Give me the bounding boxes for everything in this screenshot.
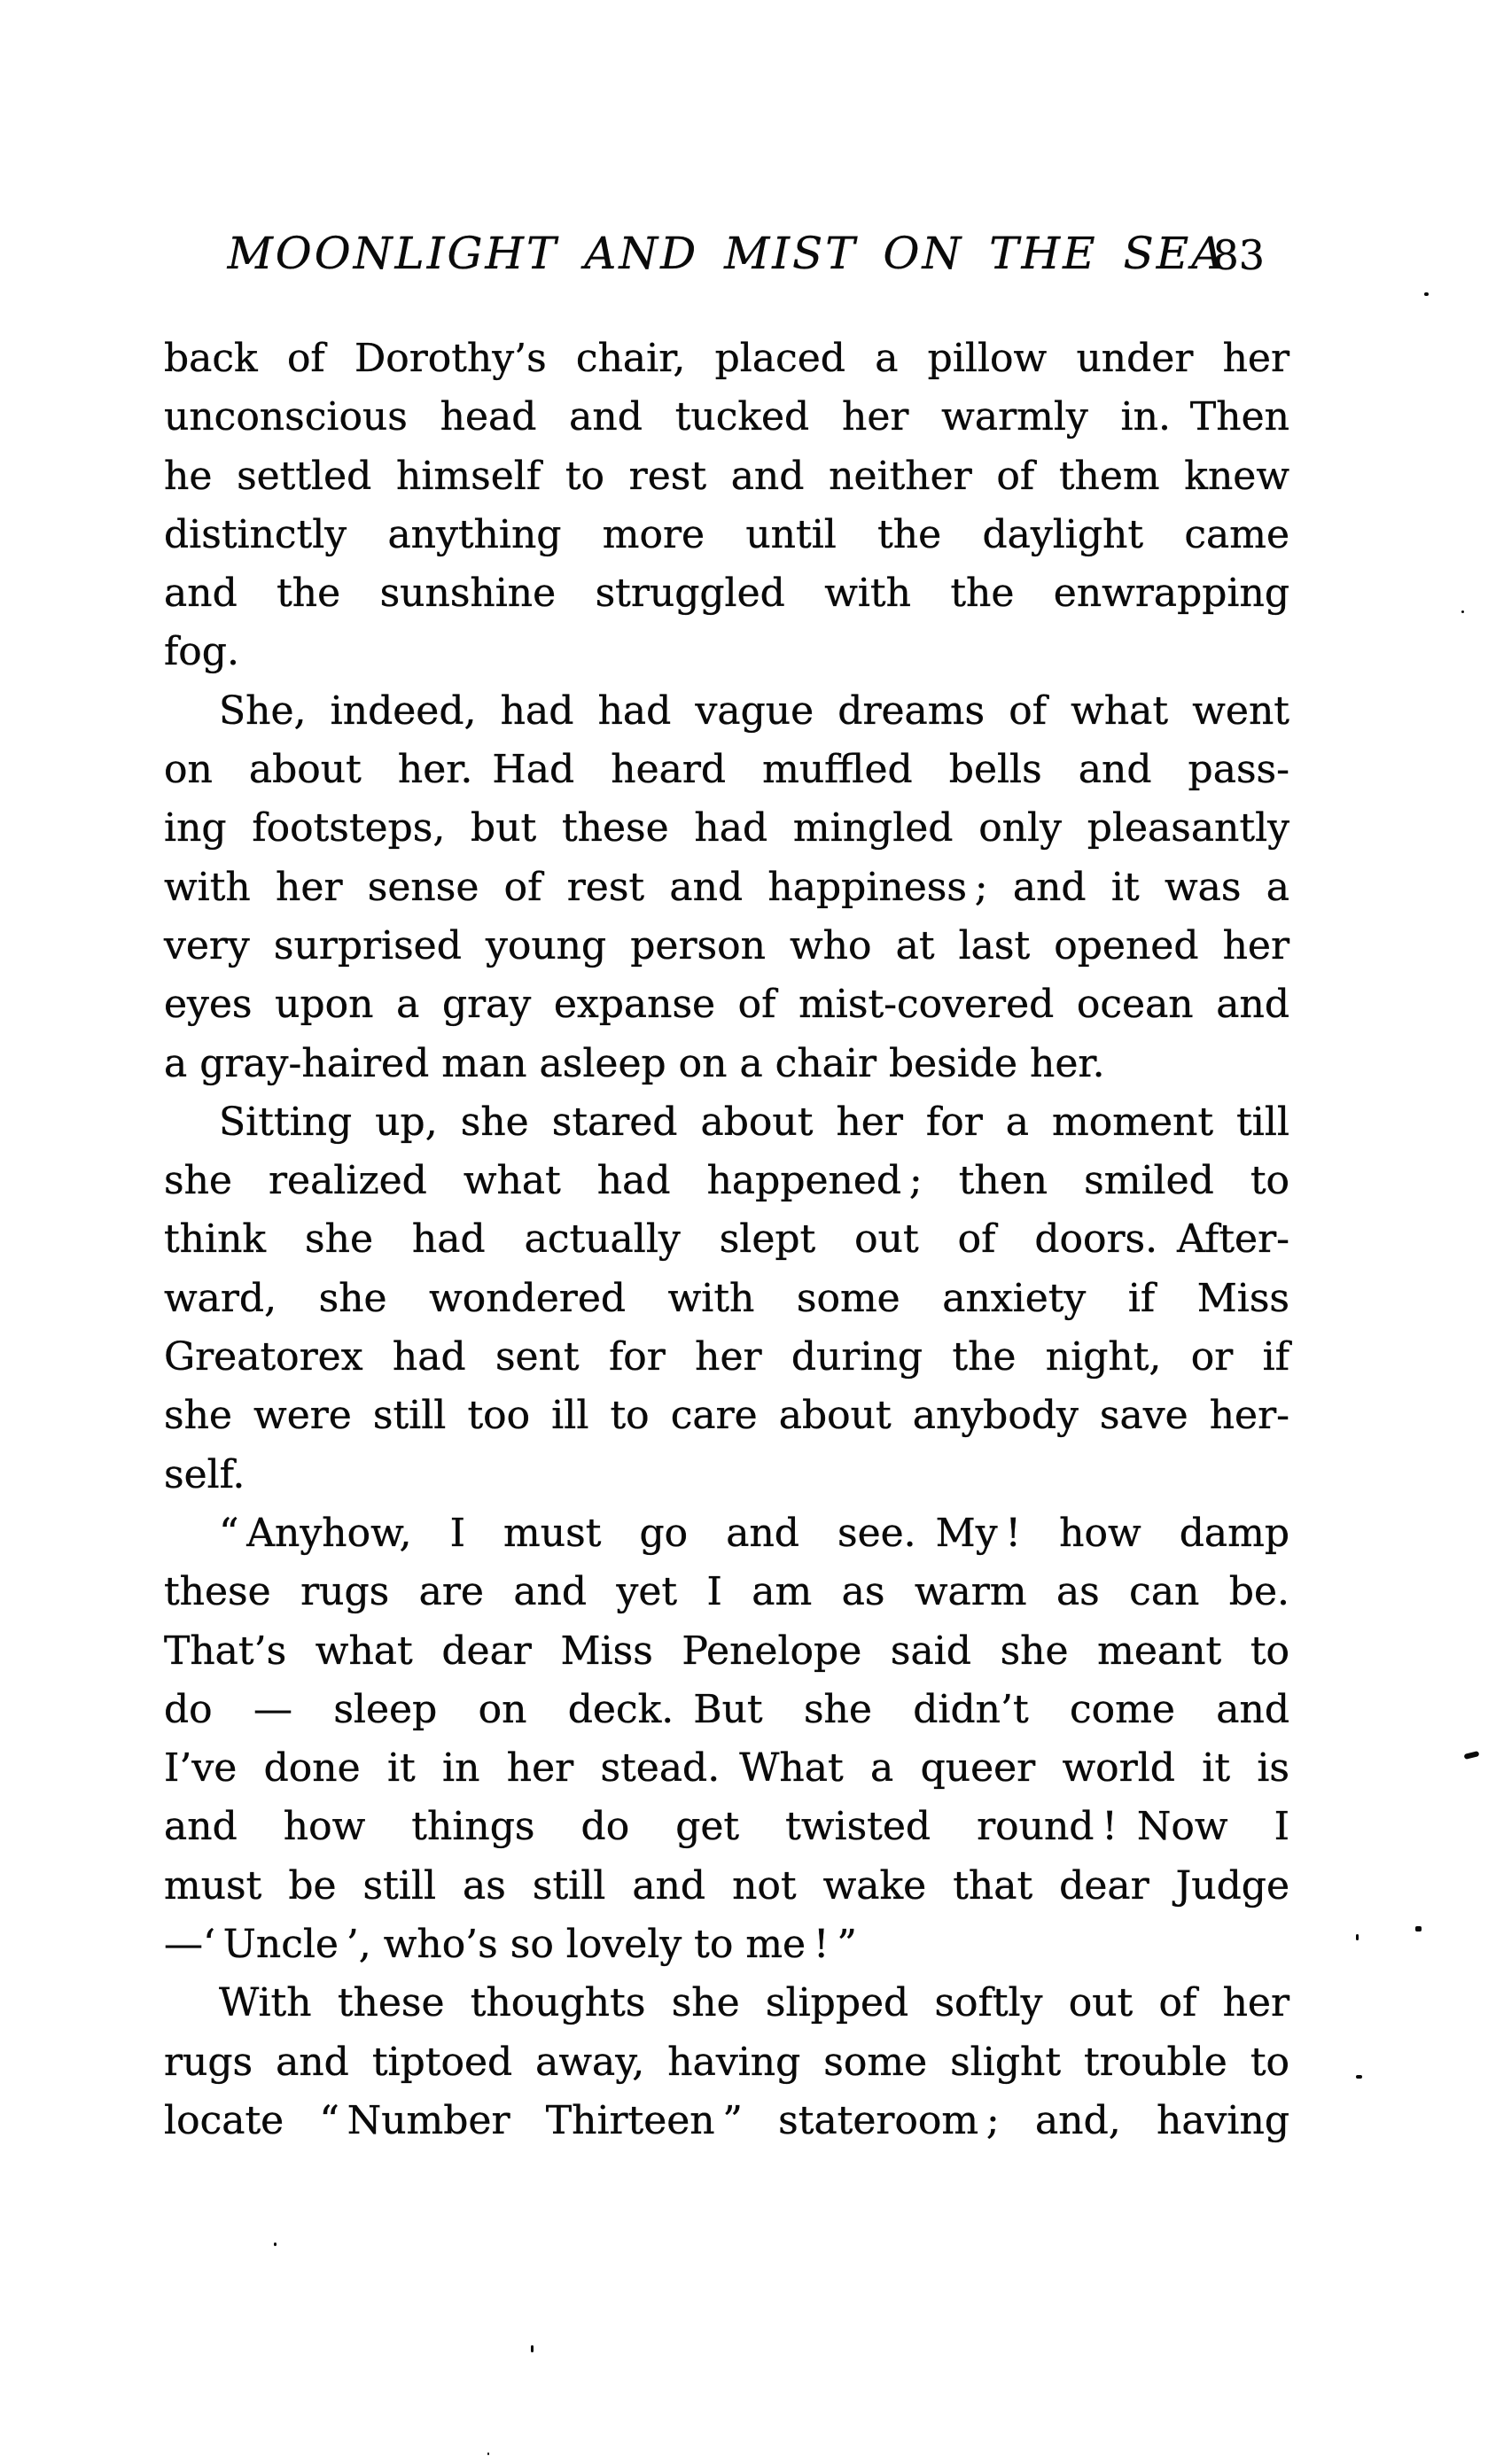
- text-line: ward, she wondered with some anxiety if Miss: [164, 1275, 1289, 1321]
- paragraph: [164, 1974, 1289, 2150]
- scan-speck: [1356, 2075, 1362, 2079]
- scan-speck: [1356, 1934, 1359, 1940]
- text-line: She, indeed, had had vague dreams of what went: [219, 688, 1289, 734]
- text-line: these rugs are and yet I am as warm as can be.: [164, 1569, 1289, 1615]
- text-line: and the sunshine struggled with the enwrapping: [164, 571, 1289, 617]
- scan-speck: [1415, 1926, 1422, 1932]
- text-line: and how things do get twisted round ! Now I: [164, 1804, 1289, 1850]
- text-line: think she had actually slept out of doors. After-: [164, 1216, 1289, 1263]
- text-line: Greatorex had sent for her during the night, or if: [164, 1334, 1289, 1380]
- text-line: eyes upon a gray expanse of mist-covered ocean and: [164, 982, 1289, 1028]
- text-line: —‘ Uncle ’, who’s so lovely to me ! ”: [164, 1922, 857, 1968]
- scan-speck: [1464, 1751, 1480, 1760]
- text-line: do — sleep on deck. But she didn’t come and: [164, 1686, 1289, 1732]
- scan-speck: [487, 2452, 489, 2455]
- text-line: distinctly anything more until the daylight came: [164, 511, 1289, 557]
- paragraph: [164, 330, 1289, 682]
- text-line: That’s what dear Miss Penelope said she meant to: [164, 1628, 1289, 1674]
- scan-speck: [531, 2345, 534, 2352]
- text-line: locate “ Number Thirteen ” stateroom ; and, having: [164, 2097, 1289, 2143]
- text-line: must be still as still and not wake that dear Judge: [164, 1862, 1289, 1908]
- text-line: With these thoughts she slipped softly out of her: [219, 1980, 1289, 2026]
- text-line: Sitting up, she stared about her for a moment till: [219, 1099, 1289, 1145]
- scan-speck: [1461, 610, 1464, 613]
- text-line: rugs and tiptoed away, having some slight trouble to: [164, 2039, 1289, 2085]
- scan-speck: [274, 2242, 277, 2246]
- text-line: she were still too ill to care about anybody save her-: [164, 1393, 1289, 1439]
- paragraph: [164, 682, 1289, 1093]
- text-line: she realized what had happened ; then smiled to: [164, 1158, 1289, 1204]
- running-title: MOONLIGHT AND MIST ON THE SEA: [227, 228, 1227, 279]
- page-number: 83: [1212, 231, 1265, 279]
- paragraph: [164, 1093, 1289, 1504]
- page-body: [164, 330, 1289, 2150]
- scan-speck: [1424, 292, 1429, 296]
- text-line: fog.: [164, 629, 239, 675]
- text-line: self.: [164, 1451, 245, 1497]
- text-line: back of Dorothy’s chair, placed a pillow under her: [164, 336, 1289, 381]
- text-line: he settled himself to rest and neither of them knew: [164, 453, 1289, 499]
- running-header: [164, 229, 1289, 282]
- text-line: ing footsteps, but these had mingled only pleasantly: [164, 805, 1289, 851]
- text-line: a gray-haired man asleep on a chair beside her.: [164, 1040, 1105, 1086]
- text-line: on about her. Had heard muffled bells and pass-: [164, 747, 1289, 793]
- text-line: unconscious head and tucked her warmly in. Then: [164, 394, 1289, 440]
- paragraph: [164, 1504, 1289, 1974]
- text-line: “ Anyhow, I must go and see. My ! how damp: [219, 1510, 1289, 1556]
- text-line: very surprised young person who at last opened her: [164, 922, 1289, 968]
- text-line: I’ve done it in her stead. What a queer world it is: [164, 1745, 1289, 1792]
- text-line: with her sense of rest and happiness ; and it was a: [164, 864, 1289, 910]
